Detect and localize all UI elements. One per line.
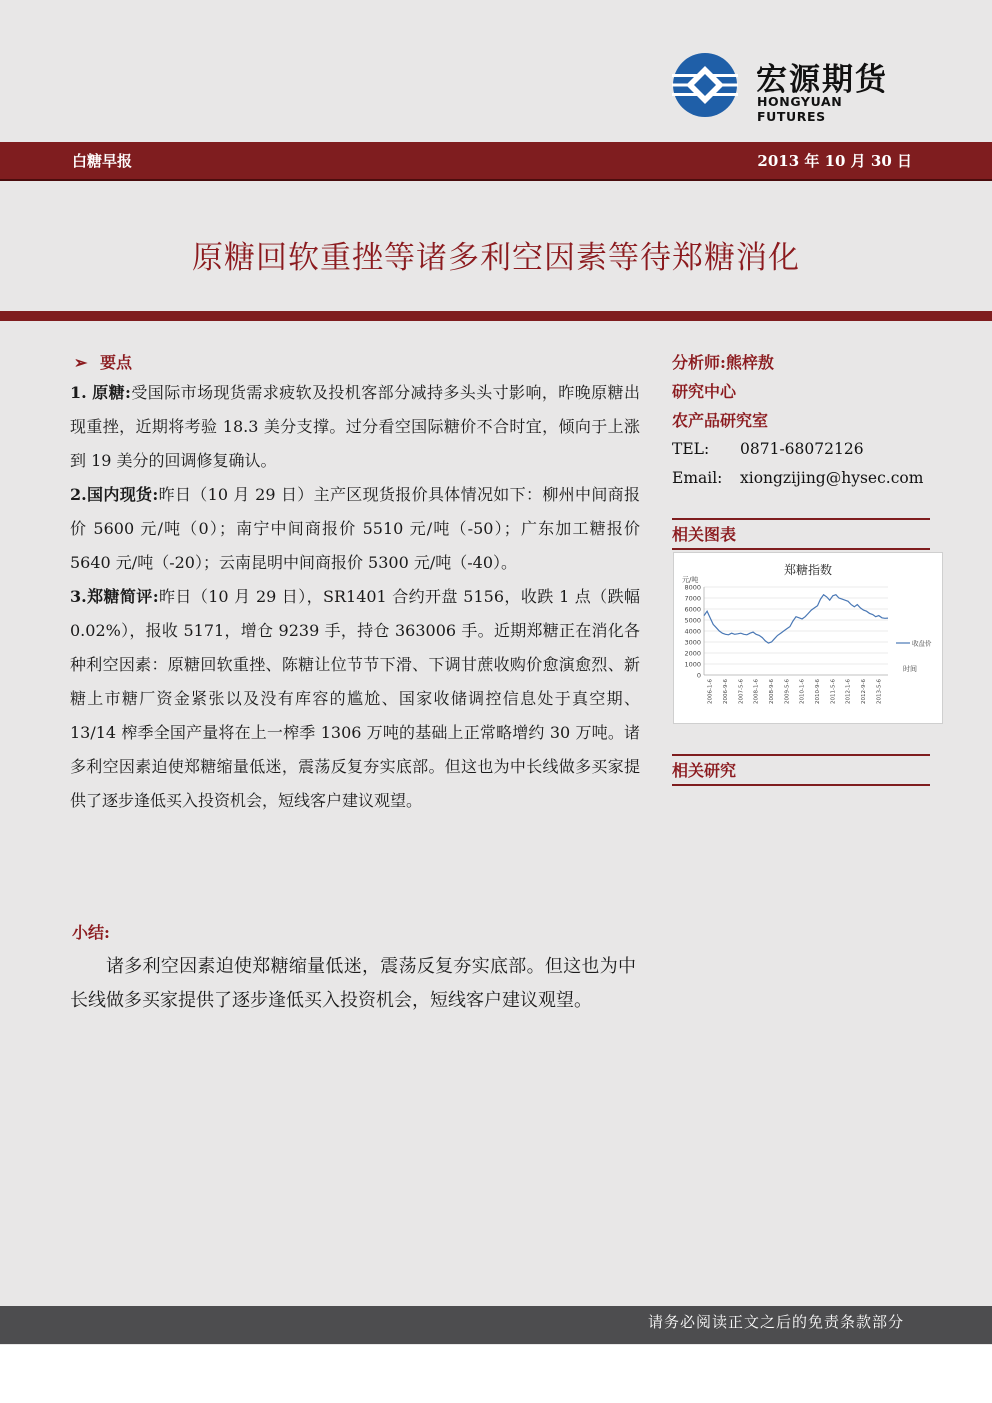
x-tick-label: 2013-5-6 [876,679,883,704]
y-tick-label: 7000 [684,594,701,603]
x-tick-label: 2008-9-6 [769,679,775,704]
hongyuan-logo-icon [672,52,738,118]
email-value[interactable]: xiongzijing@hysec.com [740,469,924,487]
summary-heading: 小结: [72,923,110,942]
arrow-bullet-icon: ➢ [74,353,88,372]
x-tick-label: 2010-9-6 [815,679,821,704]
chart-title: 郑糖指数 [783,563,833,577]
key-point-1: 1. 原糖:受国际市场现货需求疲软及投机客部分减持多头头寸影响，昨晚原糖出现重挫，近期将考验 18.3 美分支撑。过分看空国际糖价不合时宜，倾向于上涨到 19 美分的回调修复确认。 [70,383,640,470]
main-content [70,350,640,818]
company-name-en: HONGYUAN FUTURES [757,94,843,124]
tel-value: 0871-68072126 [740,440,864,458]
y-tick-label: 8000 [684,583,701,592]
x-tick-label: 2011-5-6 [830,679,837,704]
x-tick-label: 2006-9-6 [723,679,729,704]
related-charts-heading: 相关图表 [672,518,930,550]
email-label: Email: [672,469,723,487]
key-point-3: 3.郑糖简评:昨日（10 月 29 日），SR1401 合约开盘 5156，收跌 1 点（跌幅 0.02%），报收 5171，增仓 9239 手，持仓 363006 手。近期郑糖正在消化各种利空因素：原糖回软重挫、陈糖让位节节下滑、下调甘蔗收购价愈演愈烈、新糖上市糖厂资金紧张以及没有库容的尴尬、国家收储调控信息处于真空期、13/14 榨季全国产量将在上一榨季 1306 万吨的基础上正常略增约 30 万吨。诸多利空因素迫使郑糖缩量低迷，震荡反复夯实底部。但这也为中长线做多买家提供了逐步逢低买入投资机会，短线客户建议观望。 [70,587,640,810]
report-type: 白糖早报 [72,152,133,170]
key-points-heading: ➢ 要点 [74,353,133,372]
chart-container [673,552,943,724]
y-tick-label: 4000 [684,627,701,636]
tel-line [672,435,932,464]
x-tick-label: 2012-1-6 [845,679,852,704]
tel-label: TEL: [672,440,710,458]
y-tick-label: 1000 [684,660,701,669]
analyst-name: 分析师:熊梓敖 [672,353,774,372]
series-line-close-price [704,595,888,643]
report-date: 2013 年 10 月 30 日 [757,152,912,170]
x-tick-label: 2009-5-6 [784,679,791,704]
y-tick-label: 2000 [684,649,701,658]
x-tick-label: 2012-9-6 [861,679,867,704]
department-agri-research: 农产品研究室 [672,411,769,430]
key-point-2: 2.国内现货:昨日（10 月 29 日）主产区现货报价具体情况如下：柳州中间商报价 5600 元/吨（0）；南宁中间商报价 5510 元/吨（-50）；广东加工糖报价 5640 元/吨（-20）；云南昆明中间商报价 5300 元/吨（-40）。 [70,485,640,572]
x-axis-label: 时间 [903,665,917,673]
report-title: 原糖回软重挫等诸多利空因素等待郑糖消化 [192,240,800,276]
email-line [672,464,932,493]
y-tick-label: 6000 [684,605,701,614]
legend-label: 收盘价 [912,639,932,648]
zhengtang-index-chart [674,553,942,723]
y-tick-label: 5000 [684,616,701,625]
y-tick-label: 0 [696,671,701,680]
footer-disclaimer: 请务必阅读正文之后的免责条款部分 [647,1313,904,1331]
company-logo [672,48,912,124]
sidebar [672,348,932,493]
y-axis-label: 元/吨 [682,576,699,584]
summary-text: 诸多利空因素迫使郑糖缩量低迷，震荡反复夯实底部。但这也为中长线做多买家提供了逐步逢低买入投资机会，短线客户建议观望。 [70,956,636,1011]
company-name-cn: 宏源期货 [756,62,888,98]
department-research-center: 研究中心 [672,382,737,401]
x-tick-label: 2007-5-6 [738,679,745,704]
x-tick-label: 2010-1-6 [799,679,806,704]
related-research-heading: 相关研究 [672,754,930,786]
y-tick-label: 3000 [684,638,701,647]
title-divider [0,311,992,321]
x-tick-label: 2006-1-6 [707,679,714,704]
x-tick-label: 2008-1-6 [753,679,760,704]
